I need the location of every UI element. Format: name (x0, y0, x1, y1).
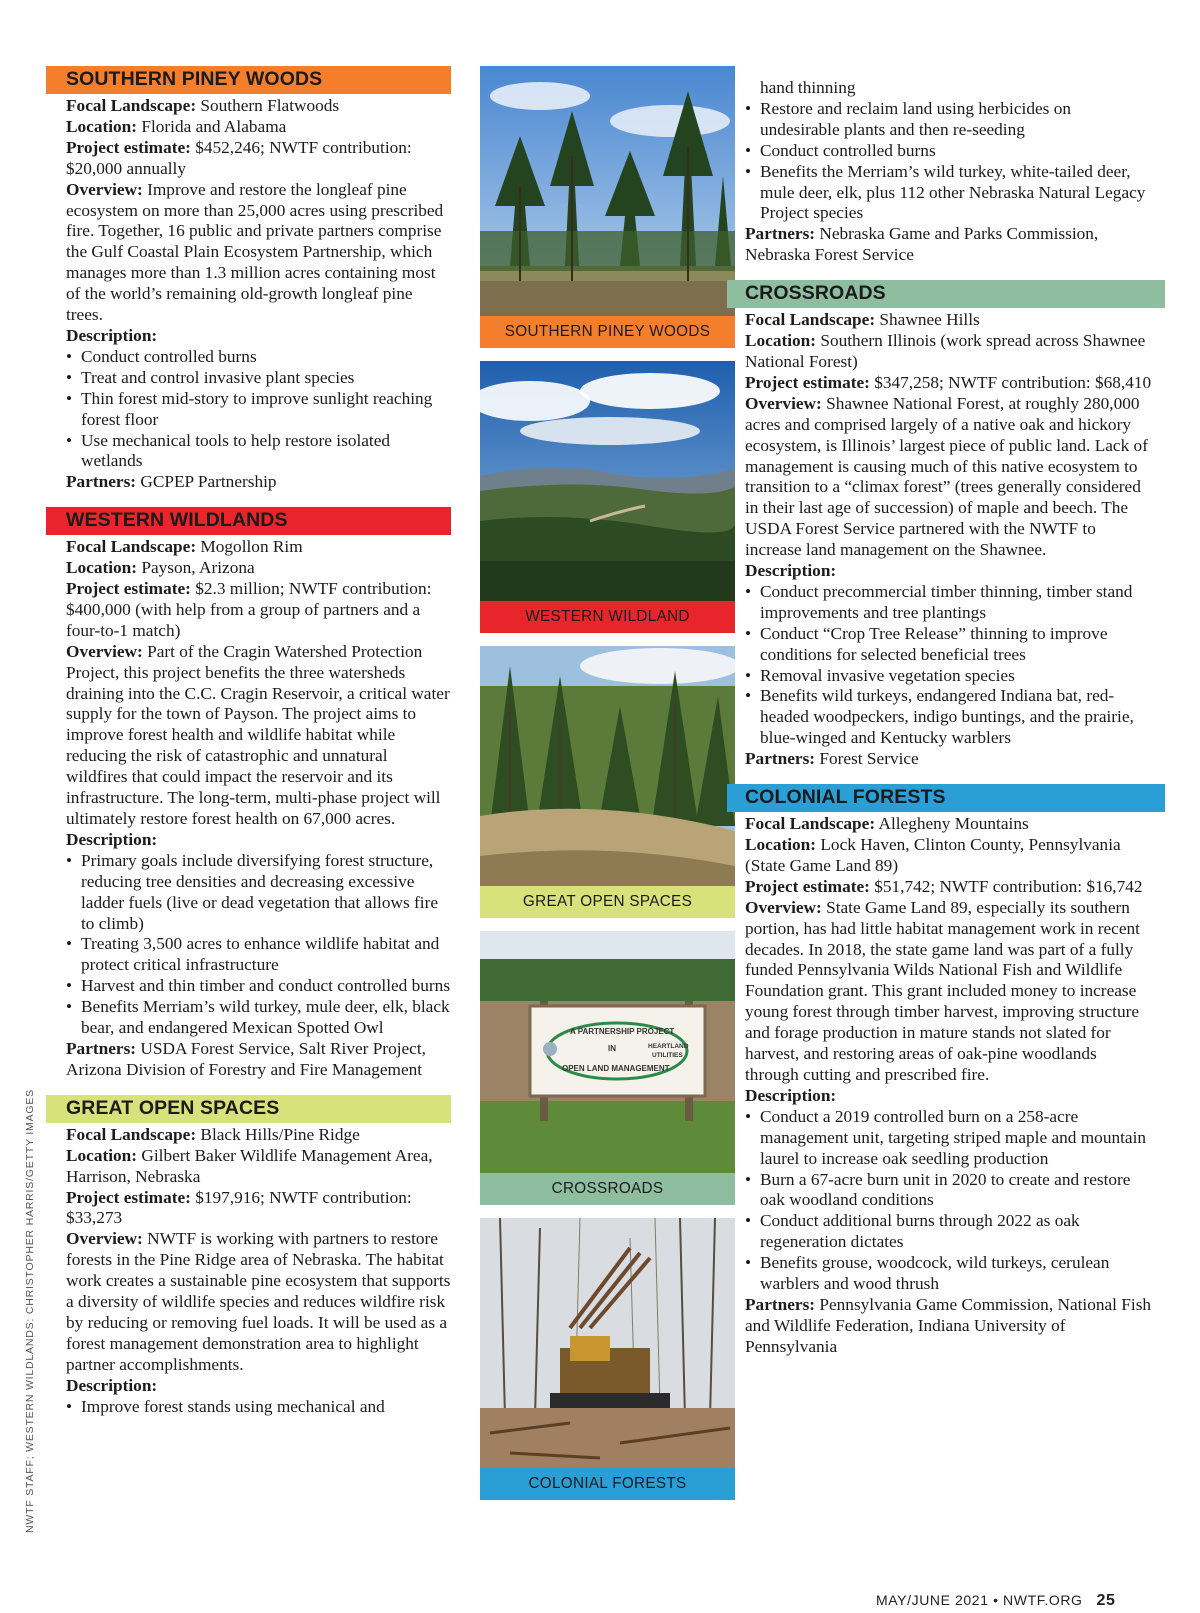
list-item: • Benefits Merriam’s wild turkey, mule deer, elk, black bear, and endangered Mexican Spotted Owl (66, 997, 451, 1039)
section-crossroads (745, 280, 1153, 770)
sign-text: UTILITIES (652, 1052, 683, 1059)
list-item: • Conduct precommercial timber thinning, timber stand improvements and tree plantings (745, 582, 1153, 624)
page-number: 25 (1096, 1592, 1116, 1609)
list-item-continued: hand thinning (760, 78, 856, 97)
description-list (66, 1397, 451, 1418)
mountain-forest-image (480, 361, 735, 601)
issue-info: MAY/JUNE 2021 • NWTF.ORG (876, 1592, 1083, 1608)
list-item: • Conduct controlled burns (745, 141, 1153, 162)
sign-text: A PARTNERSHIP PROJECT (570, 1027, 675, 1036)
right-column (745, 78, 1153, 1372)
timber-harvest-image (480, 1218, 735, 1468)
focal-landscape: Focal Landscape: Allegheny Mountains (745, 814, 1029, 834)
photo-caption: GREAT OPEN SPACES (480, 886, 735, 918)
focal-landscape: Focal Landscape: Black Hills/Pine Ridge (66, 1124, 360, 1144)
project-estimate: Project estimate: $51,742; NWTF contribution: $16,742 (745, 876, 1143, 896)
section-heading: WESTERN WILDLANDS (46, 507, 451, 535)
description-label: Description: (66, 325, 158, 345)
description-list (745, 78, 1153, 224)
list-item: • Removal invasive vegetation species (745, 666, 1153, 687)
photo-western-wildland (480, 361, 735, 633)
list-item: • Restore and reclaim land using herbicides on undesirable plants and then re-seeding (745, 99, 1153, 141)
partners: Partners: Nebraska Game and Parks Commission, Nebraska Forest Service (745, 224, 1099, 265)
list-item: • Use mechanical tools to help restore isolated wetlands (66, 431, 451, 473)
project-estimate: Project estimate: $2.3 million; NWTF contribution: $400,000 (with help from a group of partners and a four-to-1 match) (66, 579, 432, 640)
list-item: • Thin forest mid-story to improve sunlight reaching forest floor (66, 389, 451, 431)
section-heading: GREAT OPEN SPACES (46, 1095, 451, 1123)
location: Location: Gilbert Baker Wildlife Management Area, Harrison, Nebraska (66, 1145, 433, 1186)
list-item: • Benefits the Merriam’s wild turkey, white-tailed deer, mule deer, elk, plus 112 other Nebraska Natural Legacy Project species (745, 162, 1153, 225)
overview: Overview: NWTF is working with partners to restore forests in the Pine Ridge area of Nebraska. The habitat work creates a sustainable pine ecosystem that supports a diversity of wildlife species and reduces wildfire risk by reducing or removing fuel loads. It will be used as a forest management demonstration area to highlight partner accomplishments. (66, 1229, 451, 1374)
description-list (745, 1107, 1153, 1295)
description-label: Description: (745, 561, 837, 581)
list-item: • Improve forest stands using mechanical and (66, 1397, 451, 1418)
list-item: • Treat and control invasive plant species (66, 368, 451, 389)
description-list (745, 582, 1153, 749)
list-item: • Treating 3,500 acres to enhance wildlife habitat and protect critical infrastructure (66, 934, 451, 976)
overview: Overview: Part of the Cragin Watershed Protection Project, this project benefits the three watersheds draining into the C.C. Cragin Reservoir, a critical water supply for the town of Payson. The project aims to improve forest health and wildlife habitat while reducing the risk of catastrophic and unnatural wildfires that could impact the reservoir and its infrastructure. The long-term, multi-phase project will ultimately restore forest health on 67,000 acres. (66, 641, 450, 828)
overview: Overview: Improve and restore the longleaf pine ecosystem on more than 25,000 acres using prescribed fire. Together, 16 public and private partners comprise the Gulf Coastal Plain Ecosystem Partnership, which manages more than 1.3 million acres containing most of the world’s remaining old-growth longleaf pine trees. (66, 179, 444, 325)
location: Location: Florida and Alabama (66, 116, 287, 136)
section-southern-piney-woods (66, 66, 451, 493)
photo-credit: NWTF STAFF; WESTERN WILDLANDS: CHRISTOPHER HARRIS/GETTY IMAGES (24, 1089, 36, 1533)
focal-landscape: Focal Landscape: Shawnee Hills (745, 310, 980, 330)
partners: Partners: Forest Service (745, 749, 919, 769)
sign-text: HEARTLAND (648, 1043, 689, 1050)
list-item: • Primary goals include diversifying forest structure, reducing tree densities and decreasing excessive ladder fuels (live or dead vegetation that allows fire to climb) (66, 851, 451, 935)
project-estimate: Project estimate: $197,916; NWTF contribution: $33,273 (66, 1187, 412, 1228)
focal-landscape: Focal Landscape: Southern Flatwoods (66, 96, 340, 115)
photo-caption: WESTERN WILDLAND (480, 601, 735, 633)
list-item: • Benefits wild turkeys, endangered Indiana bat, red-headed woodpeckers, indigo buntings, and the prairie, blue-winged and Kentucky warblers (745, 686, 1153, 749)
partners: Partners: Pennsylvania Game Commission, National Fish and Wildlife Federation, Indiana University of Pennsylvania (745, 1294, 1152, 1356)
project-estimate: Project estimate: $347,258; NWTF contribution: $68,410 (745, 372, 1152, 392)
project-estimate: Project estimate: $452,246; NWTF contribution: $20,000 annually (66, 137, 412, 178)
list-item: • Conduct additional burns through 2022 as oak regeneration dictates (745, 1211, 1153, 1253)
focal-landscape: Focal Landscape: Mogollon Rim (66, 537, 303, 557)
location: Location: Payson, Arizona (66, 558, 255, 578)
section-western-wildlands (66, 507, 451, 1081)
sign-text: OPEN LAND MANAGEMENT (562, 1064, 670, 1073)
list-item: • Conduct controlled burns (66, 347, 451, 368)
overview: Overview: State Game Land 89, especially its southern portion, has had little habitat management work in recent decades. In 2018, the state game land was part of a fully funded Pennsylvania Wilds National Fish and Wildlife Foundation grant. This grant included money to increase young forest through timber harvest, improving structure and forage production in mature stands not slated for harvest, and restoring areas of oak-pine woodlands through cutting and prescribed fire. (745, 897, 1140, 1084)
overview: Overview: Shawnee National Forest, at roughly 280,000 acres and comprised largely of a native oak and hickory ecosystem, is Illinois’ largest piece of public land. Lack of management is causing much of this native ecosystem to transition to a “climax forest” (trees generally considered in their last age of succession) of maple and beech. The USDA Forest Service partnered with the NWTF to increase land management on the Shawnee. (745, 393, 1148, 560)
photo-colonial-forests (480, 1218, 735, 1500)
list-item: • Benefits grouse, woodcock, wild turkeys, cerulean warblers and wood thrush (745, 1253, 1153, 1295)
list-item: • Burn a 67-acre burn unit in 2020 to create and restore oak woodland conditions (745, 1170, 1153, 1212)
description-label: Description: (66, 1375, 158, 1395)
section-heading: COLONIAL FORESTS (727, 784, 1165, 812)
pine-hillside-image (480, 646, 735, 886)
pine-forest-image (480, 66, 735, 316)
section-great-open-spaces (66, 1095, 451, 1418)
description-label: Description: (745, 1085, 837, 1105)
description-label: Description: (66, 829, 158, 849)
section-great-open-spaces-continued (745, 78, 1153, 266)
section-heading: CROSSROADS (727, 280, 1165, 308)
location: Location: Southern Illinois (work spread across Shawnee National Forest) (745, 331, 1146, 371)
description-list (66, 851, 451, 1039)
sign-text: IN (608, 1044, 616, 1053)
location: Location: Lock Haven, Clinton County, Pennsylvania (State Game Land 89) (745, 835, 1121, 875)
list-item: • Conduct a 2019 controlled burn on a 258-acre management unit, targeting striped maple and mountain laurel to increase oak seedling production (745, 1107, 1153, 1170)
page-footer (876, 1592, 1116, 1610)
photo-caption: CROSSROADS (480, 1173, 735, 1205)
photo-great-open-spaces (480, 646, 735, 918)
partnership-sign-image (480, 931, 735, 1173)
partners: Partners: USDA Forest Service, Salt River Project, Arizona Division of Forestry and Fire Management (66, 1038, 426, 1079)
left-column (66, 66, 451, 1431)
photo-column (480, 66, 735, 1500)
section-heading: SOUTHERN PINEY WOODS (46, 66, 451, 94)
photo-caption: COLONIAL FORESTS (480, 1468, 735, 1500)
photo-caption: SOUTHERN PINEY WOODS (480, 316, 735, 348)
list-item: • Conduct “Crop Tree Release” thinning to improve conditions for selected beneficial trees (745, 624, 1153, 666)
photo-southern-piney-woods (480, 66, 735, 348)
section-colonial-forests (745, 784, 1153, 1358)
partners: Partners: GCPEP Partnership (66, 472, 277, 492)
photo-crossroads (480, 931, 735, 1205)
description-list (66, 347, 451, 472)
list-item: • Harvest and thin timber and conduct controlled burns (66, 976, 451, 997)
